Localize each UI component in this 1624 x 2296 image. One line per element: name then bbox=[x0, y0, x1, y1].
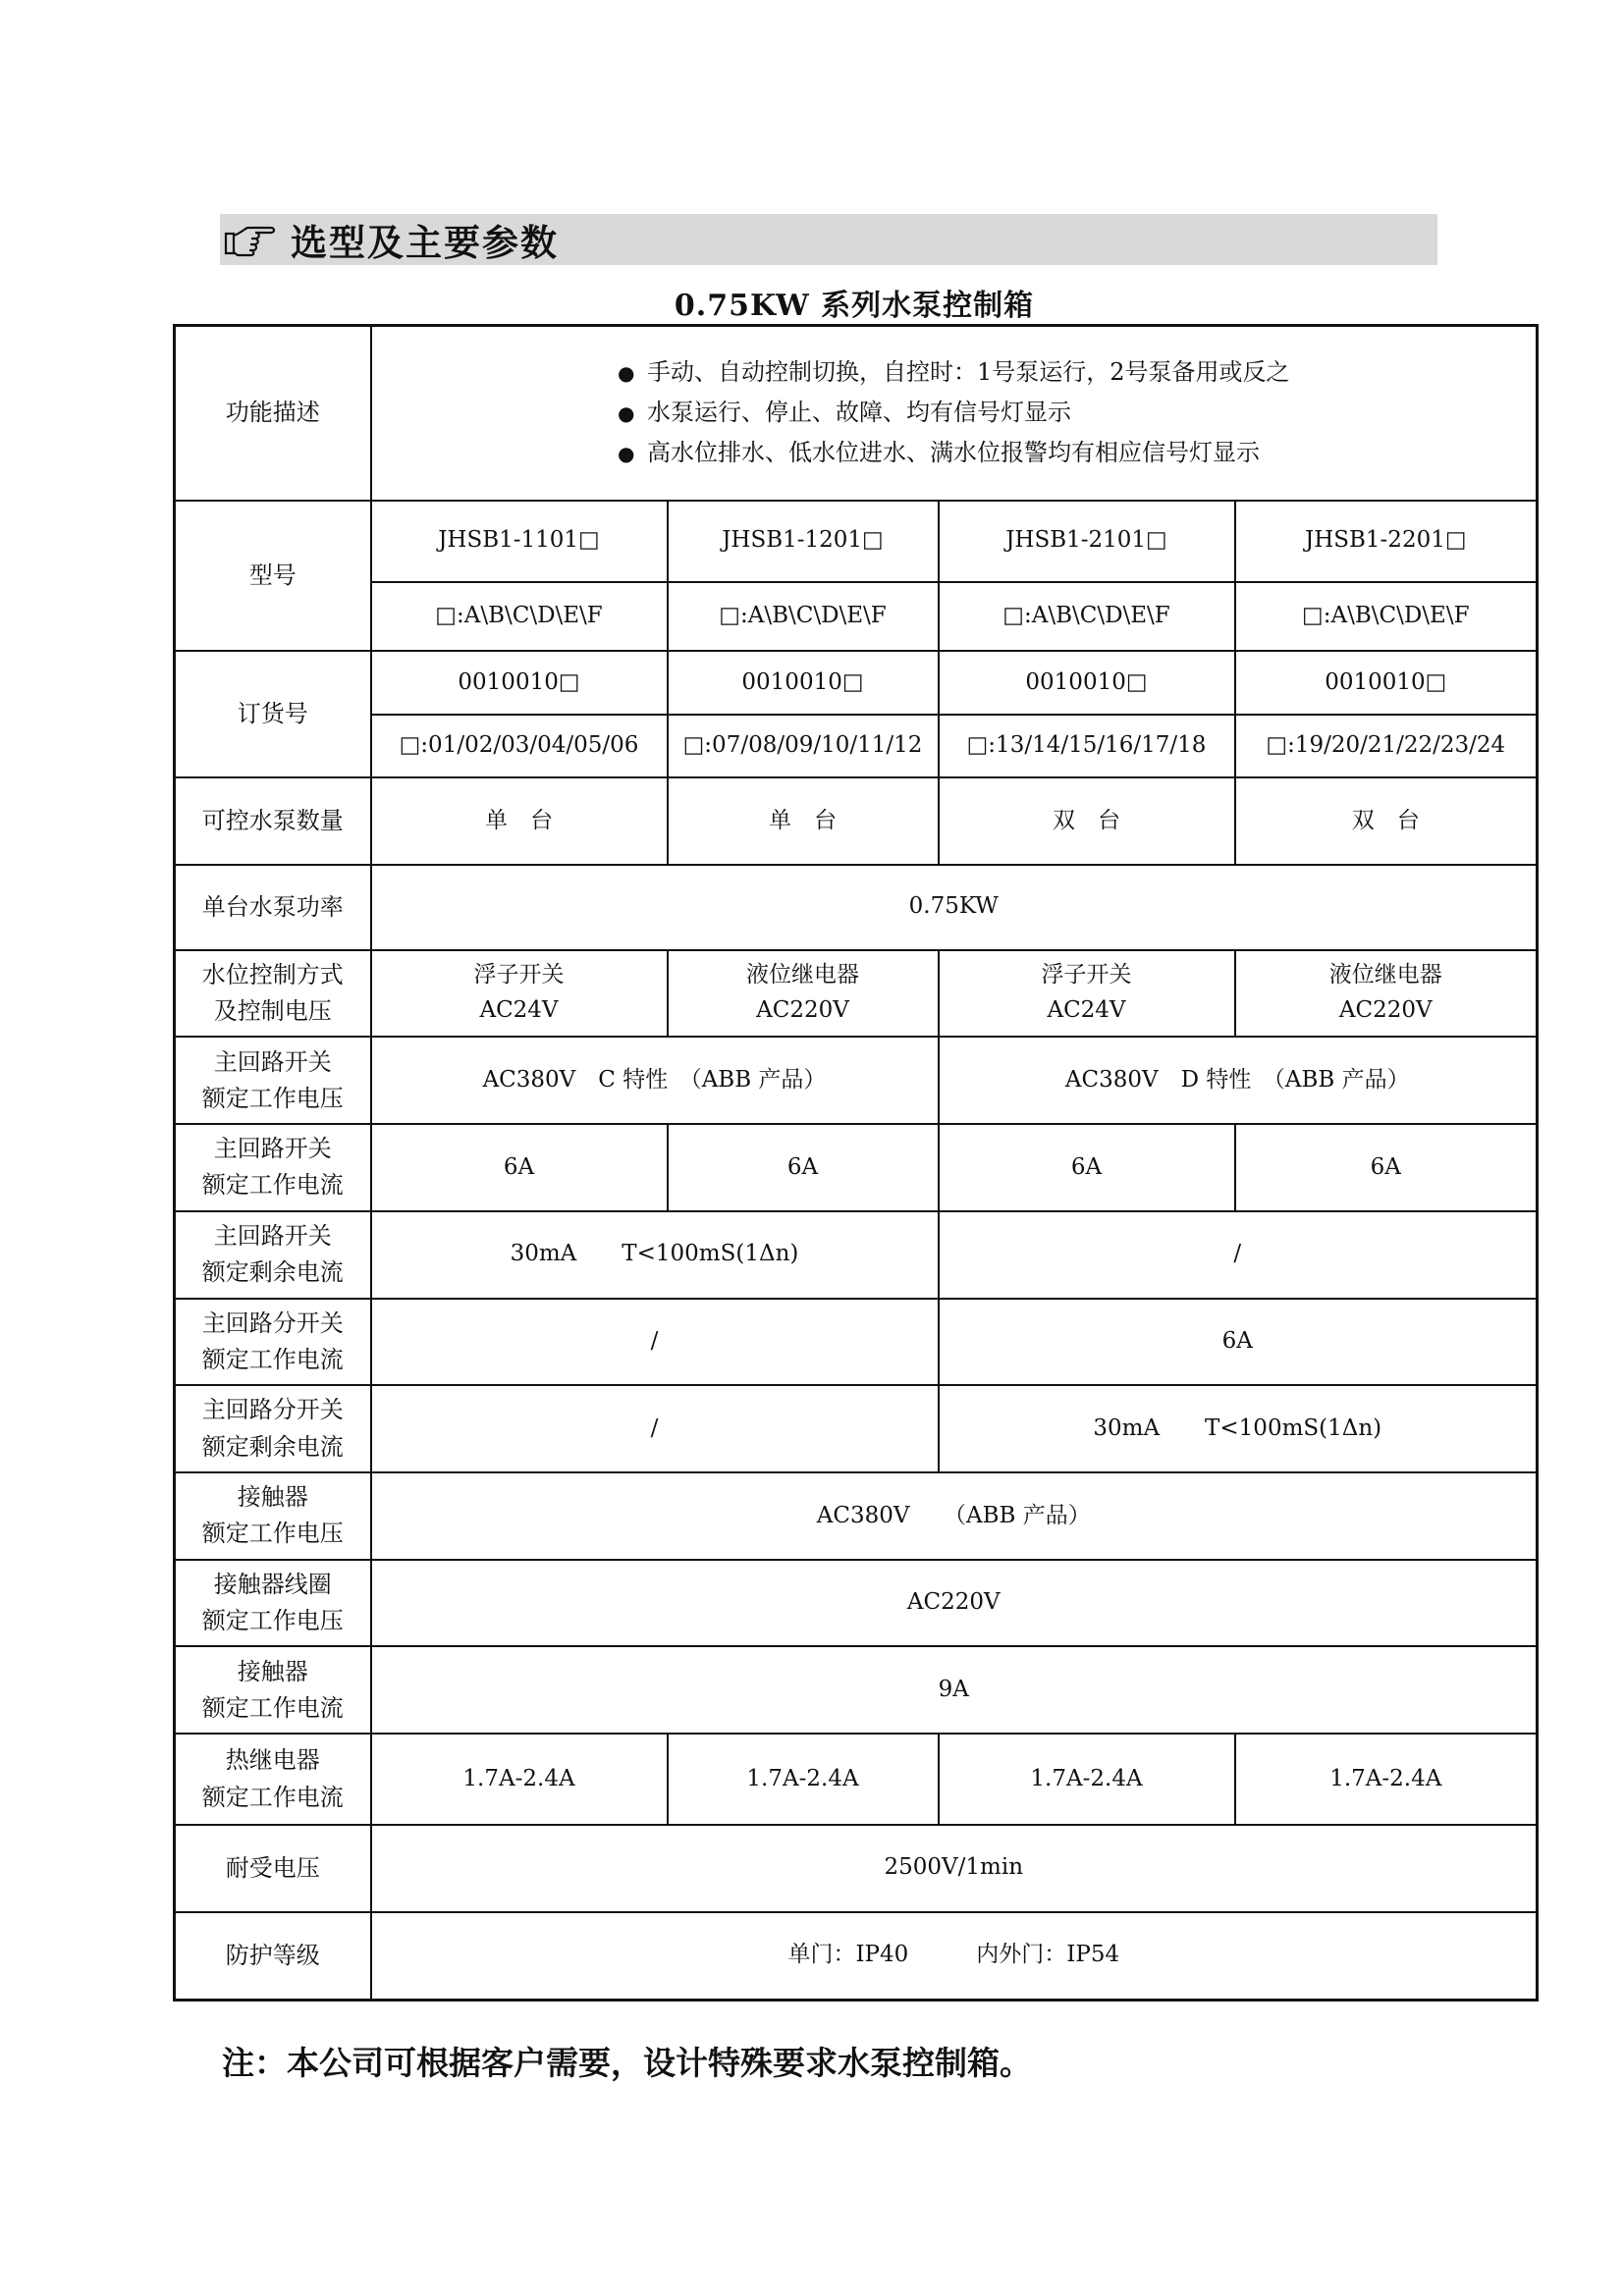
table-row bbox=[175, 1124, 1538, 1211]
table-cell: 双 台 bbox=[939, 777, 1235, 865]
row-label-thermal-relay: 热继电器 额定工作电流 bbox=[175, 1734, 371, 1825]
row-label-protection: 防护等级 bbox=[175, 1912, 371, 2001]
table-row bbox=[175, 777, 1538, 865]
table-cell: 0.75KW bbox=[371, 865, 1538, 950]
row-label-pump-power: 单台水泵功率 bbox=[175, 865, 371, 950]
table-cell: JHSB1-2101□ bbox=[939, 501, 1235, 582]
row-label-pump-count: 可控水泵数量 bbox=[175, 777, 371, 865]
table-cell: JHSB1-2201□ bbox=[1235, 501, 1538, 582]
table-cell: / bbox=[371, 1385, 939, 1472]
row-label-features: 功能描述 bbox=[175, 326, 371, 501]
table-cell: □:19/20/21/22/23/24 bbox=[1235, 715, 1538, 778]
table-row bbox=[175, 950, 1538, 1038]
table-cell: 30mA T<100mS(1Δn) bbox=[371, 1211, 939, 1299]
footnote: 注：本公司可根据客户需要，设计特殊要求水泵控制箱。 bbox=[222, 2044, 1032, 2082]
table-row bbox=[175, 1912, 1538, 2001]
bullet-icon: ● bbox=[618, 401, 635, 426]
table-cell: AC380V C 特性 （ABB 产品） bbox=[371, 1037, 939, 1124]
feature-list bbox=[618, 352, 1290, 473]
table-cell: 6A bbox=[1235, 1124, 1538, 1211]
bullet-icon: ● bbox=[618, 361, 635, 386]
table-cell: 1.7A-2.4A bbox=[371, 1734, 668, 1825]
table-row bbox=[175, 651, 1538, 715]
table-row bbox=[175, 1734, 1538, 1825]
row-label-main-current: 主回路开关 额定工作电流 bbox=[175, 1124, 371, 1211]
table-cell: 0010010□ bbox=[371, 651, 668, 715]
table-cell: 浮子开关 AC24V bbox=[939, 950, 1235, 1038]
row-label-branch-current: 主回路分开关 额定工作电流 bbox=[175, 1299, 371, 1386]
table-row bbox=[175, 1472, 1538, 1560]
table-row bbox=[175, 865, 1538, 950]
table-row bbox=[175, 1299, 1538, 1386]
table-cell: 6A bbox=[371, 1124, 668, 1211]
table-cell: 1.7A-2.4A bbox=[939, 1734, 1235, 1825]
table-cell: AC380V （ABB 产品） bbox=[371, 1472, 1538, 1560]
row-label-contactor-current: 接触器 额定工作电流 bbox=[175, 1646, 371, 1734]
table-cell: 0010010□ bbox=[939, 651, 1235, 715]
table-row bbox=[175, 501, 1538, 582]
row-label-main-voltage: 主回路开关 额定工作电压 bbox=[175, 1037, 371, 1124]
row-label-withstand: 耐受电压 bbox=[175, 1825, 371, 1912]
row-label-branch-residual: 主回路分开关 额定剩余电流 bbox=[175, 1385, 371, 1472]
table-cell: 0010010□ bbox=[1235, 651, 1538, 715]
table-cell: / bbox=[371, 1299, 939, 1386]
table-row bbox=[175, 715, 1538, 778]
table-cell: □:A\B\C\D\E\F bbox=[1235, 582, 1538, 652]
table-cell: 浮子开关 AC24V bbox=[371, 950, 668, 1038]
table-row bbox=[175, 1385, 1538, 1472]
table-cell: 9A bbox=[371, 1646, 1538, 1734]
table-title: 0.75KW 系列水泵控制箱 bbox=[674, 289, 1035, 323]
table-cell: 液位继电器 AC220V bbox=[1235, 950, 1538, 1038]
list-item: ● 水泵运行、停止、故障、均有信号灯显示 bbox=[618, 393, 1290, 433]
section-title: 选型及主要参数 bbox=[291, 222, 559, 264]
row-label-model: 型号 bbox=[175, 501, 371, 651]
bullet-icon: ● bbox=[618, 442, 635, 466]
table-row bbox=[175, 326, 1538, 501]
table-cell: □:A\B\C\D\E\F bbox=[668, 582, 939, 652]
list-item: ● 高水位排水、低水位进水、满水位报警均有相应信号灯显示 bbox=[618, 433, 1290, 473]
table-cell: 6A bbox=[668, 1124, 939, 1211]
table-cell: □:A\B\C\D\E\F bbox=[371, 582, 668, 652]
table-cell: 6A bbox=[939, 1299, 1538, 1386]
table-row bbox=[175, 1646, 1538, 1734]
row-label-level-control: 水位控制方式 及控制电压 bbox=[175, 950, 371, 1038]
table-cell: 双 台 bbox=[1235, 777, 1538, 865]
section-banner bbox=[220, 214, 1437, 265]
row-label-coil-voltage: 接触器线圈 额定工作电压 bbox=[175, 1560, 371, 1647]
table-cell: 2500V/1min bbox=[371, 1825, 1538, 1912]
table-cell: JHSB1-1201□ bbox=[668, 501, 939, 582]
table-cell: □:A\B\C\D\E\F bbox=[939, 582, 1235, 652]
pointing-hand-icon bbox=[224, 220, 277, 259]
table-cell: 单 台 bbox=[668, 777, 939, 865]
table-cell: □:13/14/15/16/17/18 bbox=[939, 715, 1235, 778]
table-cell: 1.7A-2.4A bbox=[668, 1734, 939, 1825]
row-label-order: 订货号 bbox=[175, 651, 371, 777]
spec-table bbox=[173, 324, 1539, 2002]
table-cell: 液位继电器 AC220V bbox=[668, 950, 939, 1038]
table-cell: 单门：IP40 内外门：IP54 bbox=[371, 1912, 1538, 2001]
list-item: ● 手动、自动控制切换，自控时：1号泵运行，2号泵备用或反之 bbox=[618, 352, 1290, 393]
table-row bbox=[175, 1825, 1538, 1912]
table-row bbox=[175, 1211, 1538, 1299]
table-cell: 30mA T<100mS(1Δn) bbox=[939, 1385, 1538, 1472]
row-label-contactor-voltage: 接触器 额定工作电压 bbox=[175, 1472, 371, 1560]
table-row bbox=[175, 1037, 1538, 1124]
table-cell: □:07/08/09/10/11/12 bbox=[668, 715, 939, 778]
table-cell: 0010010□ bbox=[668, 651, 939, 715]
table-cell: JHSB1-1101□ bbox=[371, 501, 668, 582]
table-row bbox=[175, 1560, 1538, 1647]
table-cell: 1.7A-2.4A bbox=[1235, 1734, 1538, 1825]
table-cell: AC380V D 特性 （ABB 产品） bbox=[939, 1037, 1538, 1124]
table-row bbox=[175, 582, 1538, 652]
table-cell: AC220V bbox=[371, 1560, 1538, 1647]
table-cell: □:01/02/03/04/05/06 bbox=[371, 715, 668, 778]
table-cell: 单 台 bbox=[371, 777, 668, 865]
table-cell: 6A bbox=[939, 1124, 1235, 1211]
row-label-main-residual: 主回路开关 额定剩余电流 bbox=[175, 1211, 371, 1299]
features-cell bbox=[371, 326, 1538, 501]
table-cell: / bbox=[939, 1211, 1538, 1299]
